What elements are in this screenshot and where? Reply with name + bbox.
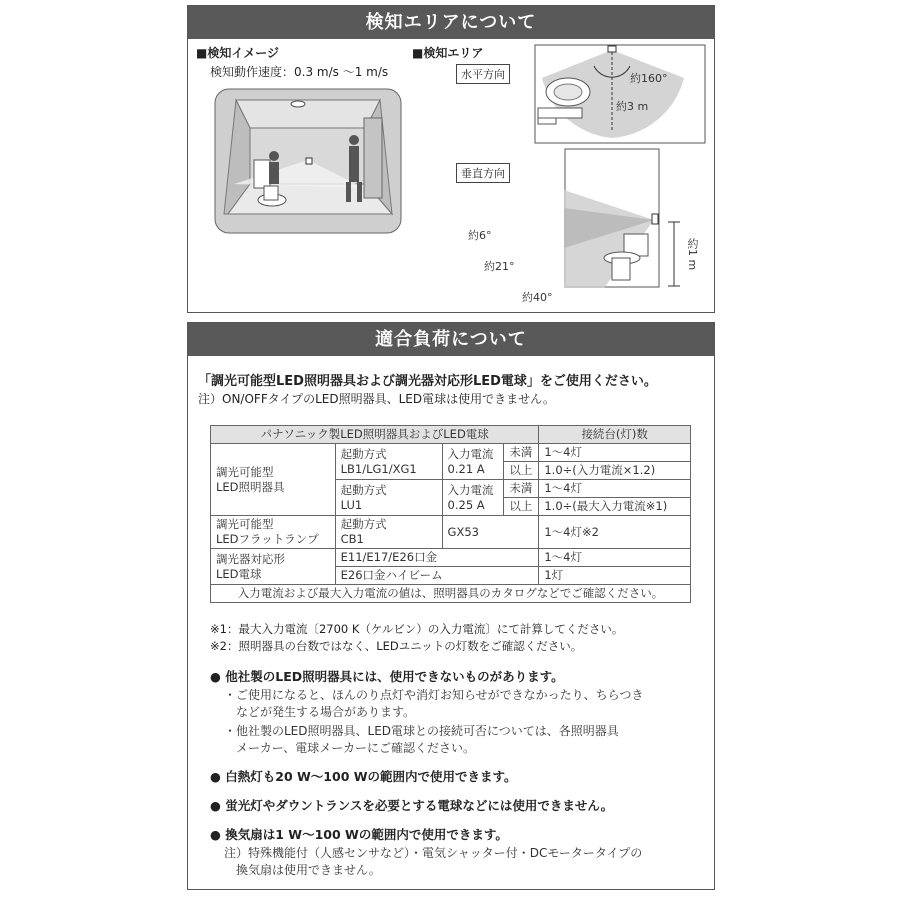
bulb-cell: 調光器対応形 LED電球 [211, 549, 336, 585]
detection-area-heading: ■検知エリア [412, 46, 484, 60]
angle-40-label: 約40° [522, 291, 553, 304]
detection-speed-label: 検知動作速度：0.3 m/s 〜1 m/s [210, 65, 389, 79]
base-e26hb-cell: E26口金ハイビーム [335, 567, 539, 585]
count-cell: 1〜4灯 [539, 549, 691, 567]
horizontal-detection-diagram [534, 44, 706, 144]
led-fixture-cell: 調光可能型 LED照明器具 [211, 444, 336, 516]
current-021-cell: 入力電流 0.21 A [442, 444, 504, 480]
flat-lamp-cell: 調光可能型 LEDフラットランプ [211, 516, 336, 549]
base-e11-cell: E11/E17/E26口金 [335, 549, 539, 567]
count-flat-cell: 1〜4灯※2 [539, 516, 691, 549]
count-1-cell: 1灯 [539, 567, 691, 585]
sub-bullet-1a: ・ご使用になると、ほんのり点灯や消灯お知らせができなかったり、ちらつき [224, 688, 644, 702]
vertical-direction-label: 垂直方向 [456, 163, 510, 183]
over-cell: 以上 [504, 498, 539, 516]
table-header-right: 接続台(灯)数 [539, 426, 691, 444]
compatible-load-panel [187, 322, 715, 890]
over-cell: 以上 [504, 462, 539, 480]
compatible-load-title: 適合負荷について [188, 323, 714, 356]
gx53-cell: GX53 [442, 516, 539, 549]
start-lb-cell: 起動方式 LB1/LG1/XG1 [335, 444, 442, 480]
intro-bold-text: 「調光可能型LED照明器具および調光器対応形LED電球」をご使用ください。 [198, 374, 657, 389]
bullet-incandescent: ● 白熱灯も20 W〜100 Wの範囲内で使用できます。 [210, 769, 517, 784]
bullet-fluorescent: ● 蛍光灯やダウントランスを必要とする電球などには使用できません。 [210, 798, 614, 813]
table-footer-cell: 入力電流および最大入力電流の値は、照明器具のカタログなどでご確認ください。 [211, 585, 691, 603]
sub-bullet-2b: メーカー、電球メーカーにご確認ください。 [224, 741, 476, 755]
under-cell: 未満 [504, 480, 539, 498]
detection-image-heading: ■検知イメージ [196, 46, 279, 60]
start-cb-cell: 起動方式 CB1 [335, 516, 442, 549]
bullet-fan: ● 換気扇は1 W〜100 Wの範囲内で使用できます。 [210, 827, 508, 842]
horizontal-angle-label: 約160° [630, 72, 668, 85]
sub-bullet-1b: などが発生する場合があります。 [224, 705, 416, 719]
height-1m-label: 約1 m [686, 238, 699, 271]
compatible-load-table [210, 425, 691, 603]
note-3a: 注）特殊機能付（人感センサなど）・電気シャッター付・DCモータータイプの [224, 846, 643, 860]
table-header-left: パナソニック製LED照明器具およびLED電球 [211, 426, 539, 444]
note-1: ※1：最大入力電流〔2700 K（ケルビン）の入力電流〕にて計算してください。 [210, 622, 624, 636]
angle-21-label: 約21° [484, 260, 515, 273]
angle-6-label: 約6° [468, 229, 492, 242]
note-3b: 換気扇は使用できません。 [224, 863, 381, 877]
note-2: ※2：照明器具の台数ではなく、LEDユニットの灯数をご確認ください。 [210, 639, 583, 653]
start-lu-cell: 起動方式 LU1 [335, 480, 442, 516]
count-formula-1-cell: 1.0÷(入力電流×1.2) [539, 462, 691, 480]
bullet-other-brand: ● 他社製のLED照明器具には、使用できないものがあります。 [210, 669, 564, 684]
detection-area-title: 検知エリアについて [188, 6, 714, 39]
room-illustration [214, 88, 402, 234]
horizontal-direction-label: 水平方向 [456, 64, 510, 84]
intro-note-text: 注）ON/OFFタイプのLED照明器具、LED電球は使用できません。 [198, 392, 555, 406]
count-formula-2-cell: 1.0÷(最大入力電流※1) [539, 498, 691, 516]
detection-area-panel [187, 5, 715, 313]
under-cell: 未満 [504, 444, 539, 462]
horizontal-range-label: 約3 m [616, 100, 649, 113]
count-cell: 1〜4灯 [539, 444, 691, 462]
count-cell: 1〜4灯 [539, 480, 691, 498]
current-025-cell: 入力電流 0.25 A [442, 480, 504, 516]
sub-bullet-2a: ・他社製のLED照明器具、LED電球との接続可否については、各照明器具 [224, 724, 619, 738]
